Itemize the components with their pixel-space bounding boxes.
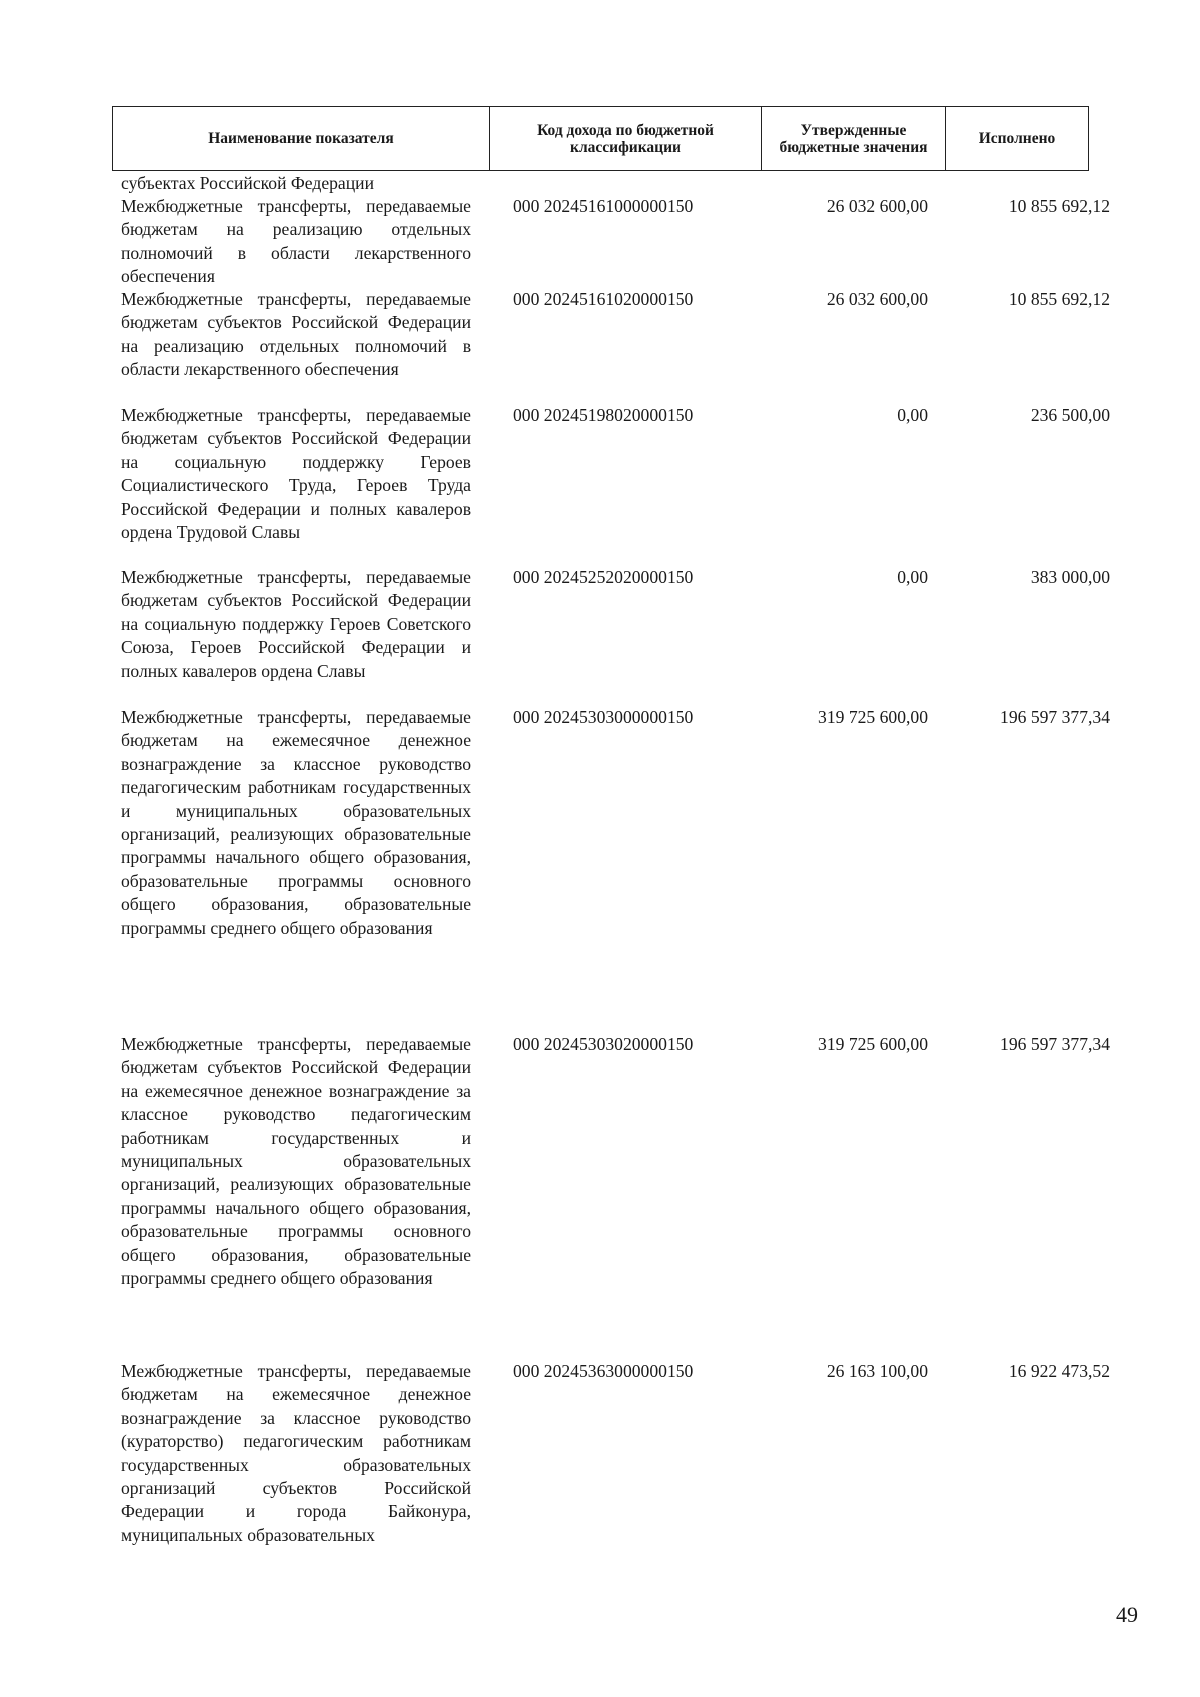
row-approved: 26 032 600,00	[826, 289, 928, 309]
row-executed: 236 500,00	[1030, 405, 1110, 425]
row-executed: 10 855 692,12	[1008, 289, 1110, 309]
table-header	[112, 106, 1089, 171]
row-executed: 10 855 692,12	[1008, 196, 1110, 216]
header-executed-column: Исполнено	[978, 130, 1056, 147]
header-name-column: Наименование показателя	[113, 107, 490, 170]
row-name: Межбюджетные трансферты, передаваемые бюджетам субъектов Российской Федерации на ежемесячное денежное вознаграждение за классное руководство педагогическим работникам государственных и муниципальных образовательных организаций, реализующих образовательные программы начального общего образования, образовательные программы основного общего образования, образовательные программы среднего общего образования	[121, 1034, 471, 1289]
row-name: Межбюджетные трансферты, передаваемые бюджетам на ежемесячное денежное вознаграждение за классное руководство (кураторство) педагогическим работникам государственных образовательных организаций субъектов Российской Федерации и города Байконура, муниципальных образовательных	[121, 1361, 471, 1545]
row-executed: 16 922 473,52	[1008, 1361, 1110, 1381]
row-approved: 0,00	[897, 405, 928, 425]
row-name: Межбюджетные трансферты, передаваемые бюджетам на ежемесячное денежное вознаграждение за классное руководство педагогическим работникам государственных и муниципальных образовательных организаций, реализующих образовательные программы начального общего образования, образовательные программы основного общего образования, образовательные программы среднего общего образования	[121, 707, 471, 938]
row-executed: 196 597 377,34	[1000, 1034, 1110, 1054]
header-code-column: Код дохода по бюджетной классификации	[490, 107, 762, 170]
row-name: Межбюджетные трансферты, передаваемые бюджетам субъектов Российской Федерации на реализацию отдельных полномочий в области лекарственного обеспечения	[121, 289, 471, 380]
row-executed: 196 597 377,34	[1000, 707, 1110, 727]
continuation-text: субъектах Российской Федерации	[121, 173, 374, 193]
row-code: 000 20245198020000150	[513, 405, 694, 425]
row-executed: 383 000,00	[1030, 567, 1110, 587]
row-code: 000 20245161020000150	[513, 289, 694, 309]
row-code: 000 20245161000000150	[513, 196, 694, 216]
row-approved: 319 725 600,00	[818, 707, 928, 727]
row-name: Межбюджетные трансферты, передаваемые бюджетам на реализацию отдельных полномочий в области лекарственного обеспечения	[121, 196, 471, 287]
row-code: 000 20245303000000150	[513, 707, 694, 727]
row-approved: 26 032 600,00	[826, 196, 928, 216]
row-approved: 26 163 100,00	[826, 1361, 928, 1381]
page-number: 49	[1116, 1602, 1138, 1627]
row-code: 000 20245363000000150	[513, 1361, 694, 1381]
row-code: 000 20245303020000150	[513, 1034, 694, 1054]
row-code: 000 20245252020000150	[513, 567, 694, 587]
row-approved: 0,00	[897, 567, 928, 587]
row-name: Межбюджетные трансферты, передаваемые бюджетам субъектов Российской Федерации на социальную поддержку Героев Социалистического Труда, Героев Труда Российской Федерации и полных кавалеров ордена Трудовой Славы	[121, 405, 471, 543]
row-name: Межбюджетные трансферты, передаваемые бюджетам субъектов Российской Федерации на социальную поддержку Героев Советского Союза, Героев Российской Федерации и полных кавалеров ордена Славы	[121, 567, 471, 681]
row-approved: 319 725 600,00	[818, 1034, 928, 1054]
header-approved-column: Утвержденные бюджетные значения	[762, 107, 946, 170]
